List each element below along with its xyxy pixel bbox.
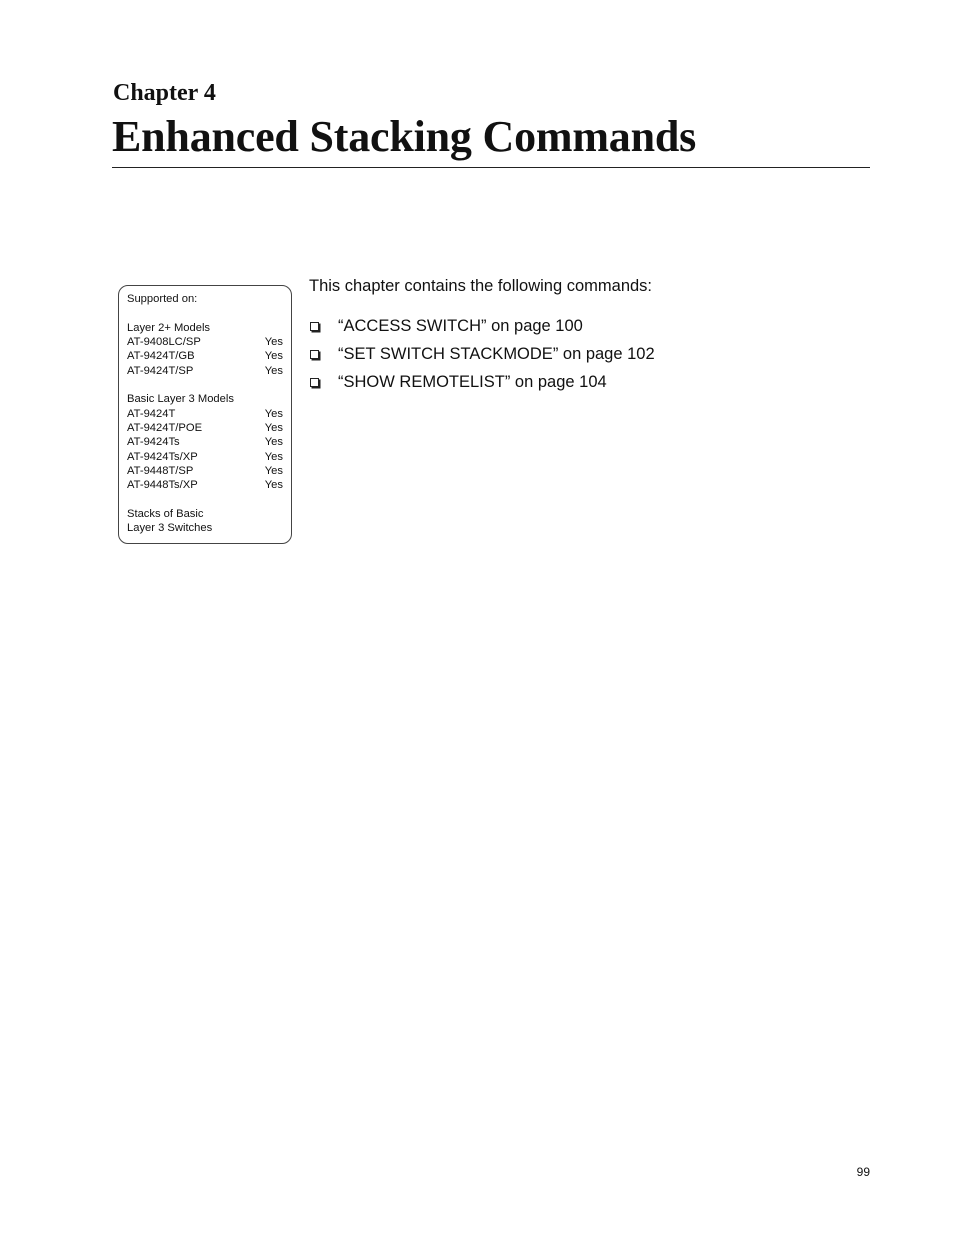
model-name: AT-9424Ts [127,436,180,449]
support-box-heading: Supported on: [127,293,198,305]
hollow-square-bullet-icon [310,350,319,359]
support-row [127,407,283,421]
command-list-item [309,312,655,340]
hollow-square-bullet-icon [310,378,319,387]
model-name: AT-9424T/POE [127,422,203,435]
command-link[interactable]: “ACCESS SWITCH” on page 100 [338,317,583,335]
model-name: AT-9448T/SP [127,464,194,477]
command-list [309,312,655,396]
support-row [127,450,283,464]
support-value: Yes [264,436,283,449]
command-list-item [309,368,655,396]
support-row [127,349,283,363]
support-value: Yes [264,450,283,463]
model-name: AT-9424Ts/XP [127,450,198,463]
support-footer-line: Stacks of Basic [127,508,204,521]
support-value: Yes [264,364,283,377]
support-row [127,435,283,449]
command-link[interactable]: “SET SWITCH STACKMODE” on page 102 [338,345,655,363]
support-value: Yes [264,350,283,363]
support-row [127,478,283,492]
support-value: Yes [264,422,283,435]
command-link[interactable]: “SHOW REMOTELIST” on page 104 [338,373,607,391]
support-row [127,421,283,435]
hollow-square-bullet-icon [310,322,319,331]
supported-platforms-box [118,285,292,544]
support-group-title: Basic Layer 3 Models [127,393,234,406]
support-group-title: Layer 2+ Models [127,321,211,334]
support-value: Yes [264,464,283,477]
support-value: Yes [264,336,283,349]
command-list-item [309,340,655,368]
support-footer-line: Layer 3 Switches [127,522,213,535]
support-row [127,464,283,478]
chapter-title: Enhanced Stacking Commands [112,112,697,161]
model-name: AT-9448Ts/XP [127,479,198,492]
chapter-label: Chapter 4 [113,80,216,106]
model-name: AT-9408LC/SP [127,336,201,349]
model-name: AT-9424T/SP [127,364,194,377]
model-name: AT-9424T [127,407,176,420]
title-divider [112,167,870,168]
support-value: Yes [264,407,283,420]
support-value: Yes [264,479,283,492]
support-row [127,335,283,349]
chapter-intro: This chapter contains the following commands: [309,277,653,295]
page-number: 99 [856,1165,870,1179]
support-row [127,364,283,378]
model-name: AT-9424T/GB [127,350,195,363]
